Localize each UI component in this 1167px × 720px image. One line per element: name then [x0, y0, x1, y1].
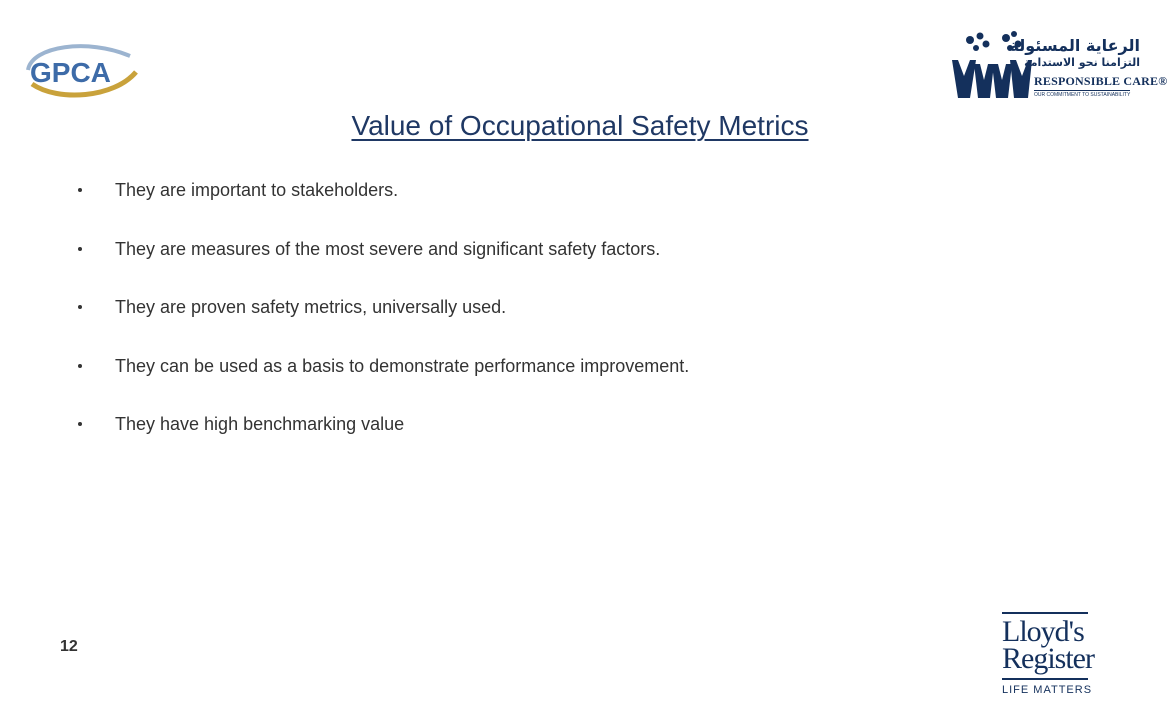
bullet-text: They are measures of the most severe and significant safety factors.	[115, 238, 661, 259]
slide-title: Value of Occupational Safety Metrics	[351, 110, 809, 141]
page-number: 12	[60, 638, 78, 655]
responsible-care-arabic-title: الرعاية المسئولة	[1009, 36, 1140, 55]
bullet-item	[75, 237, 689, 296]
bullet-list	[75, 178, 689, 471]
logo-top-rule	[1002, 612, 1088, 614]
bullet-text: They can be used as a basis to demonstrate performance improvement.	[115, 355, 690, 376]
bullet-dot-icon	[78, 305, 82, 309]
lloyds-register-logo	[998, 612, 1094, 698]
bullet-text: They have high benchmarking value	[115, 414, 405, 434]
bullet-item	[75, 354, 689, 413]
bullet-dot-icon	[78, 247, 82, 251]
responsible-care-logo	[948, 30, 1167, 100]
logo-tagline: LIFE MATTERS	[1002, 684, 1093, 696]
responsible-care-name: RESPONSIBLE CARE®	[1034, 74, 1167, 88]
bullet-dot-icon	[78, 188, 82, 192]
gpca-logo	[18, 40, 140, 98]
bullet-dot-icon	[78, 422, 82, 426]
bullet-item	[75, 412, 689, 471]
logo-word-lloyds: Lloyd's	[1002, 615, 1084, 648]
bullet-dot-icon	[78, 364, 82, 368]
bullet-item	[75, 178, 689, 237]
responsible-care-tagline: OUR COMMITMENT TO SUSTAINABILITY	[1034, 92, 1131, 98]
logo-bottom-rule	[1002, 678, 1088, 680]
bullet-text: They are proven safety metrics, universally used.	[115, 297, 507, 317]
bullet-text: They are important to stakeholders.	[115, 180, 399, 200]
logo-word-register: Register	[1002, 642, 1094, 675]
bullet-item	[75, 295, 689, 354]
responsible-care-arabic-subtitle: التزامنا نحو الاستدامة	[1024, 56, 1140, 69]
gpca-logo-text: GPCA	[30, 57, 111, 88]
gpca-logo-graphic	[18, 40, 140, 98]
